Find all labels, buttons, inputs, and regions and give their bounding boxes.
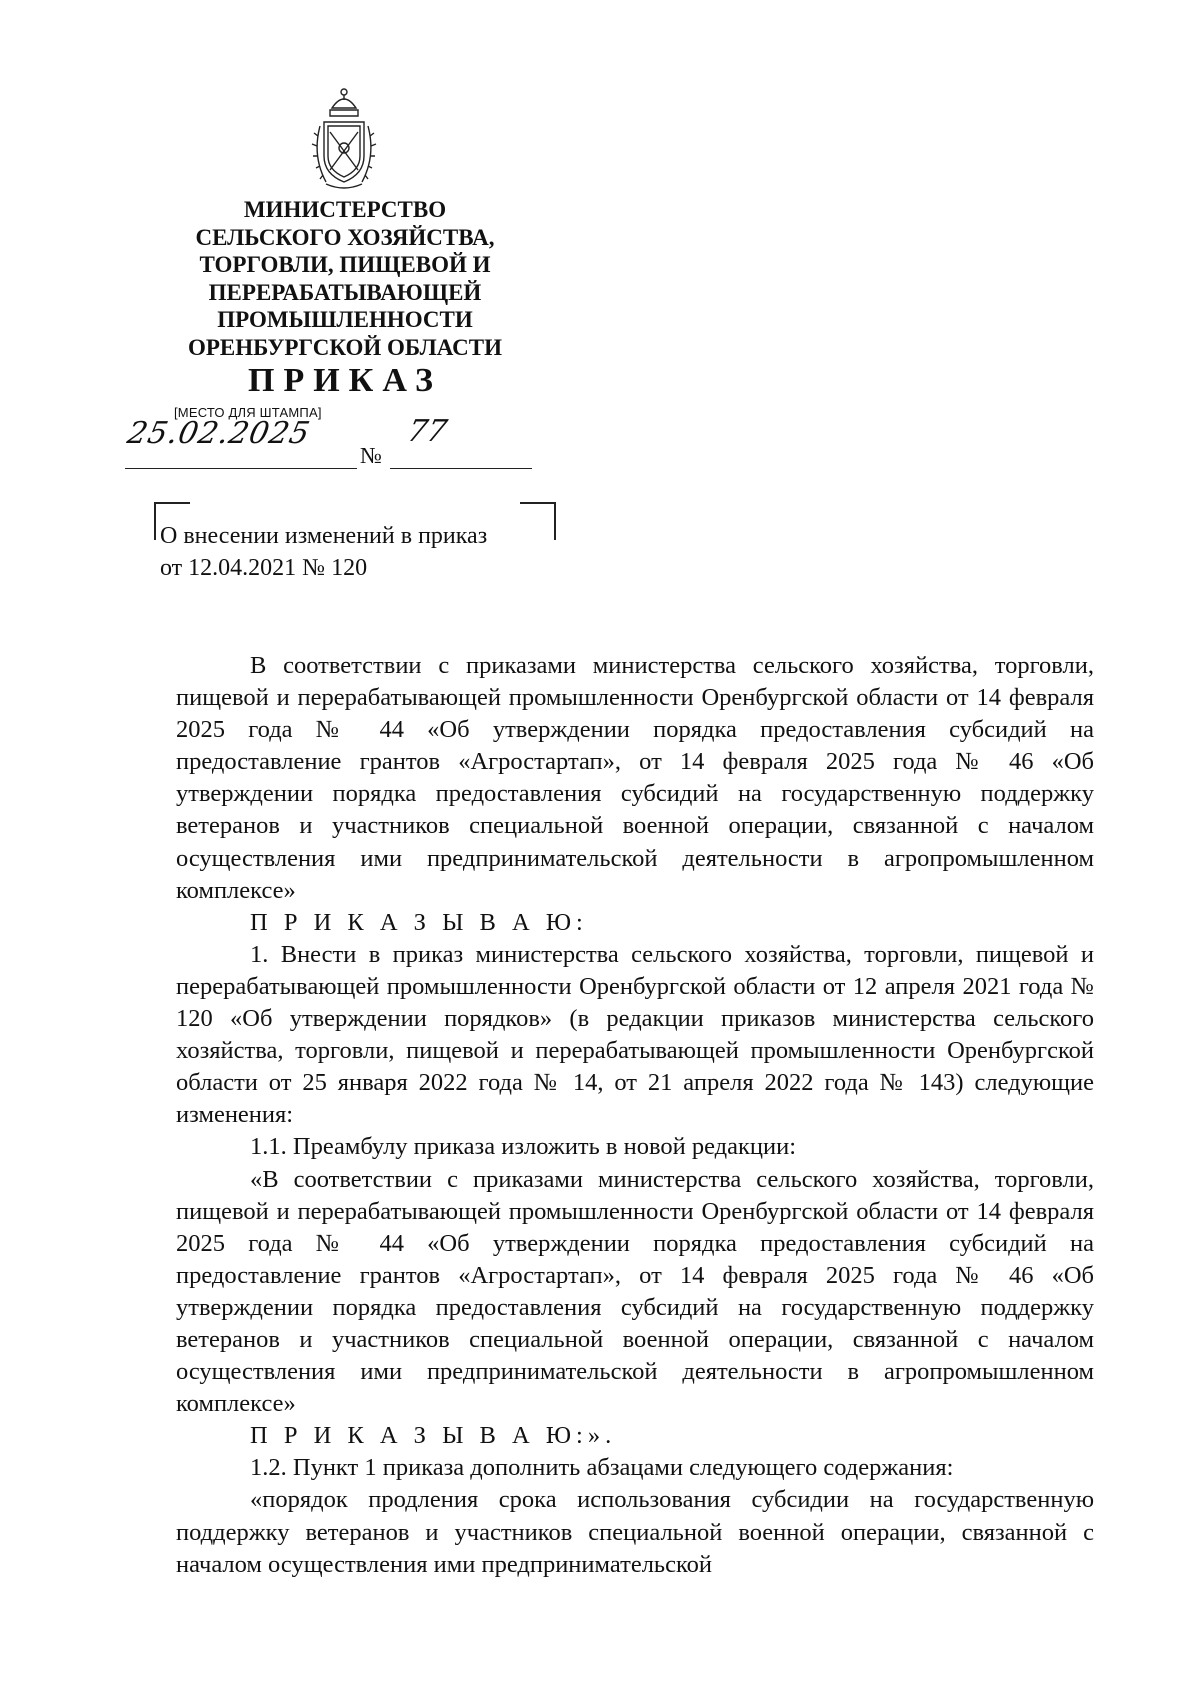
item-1-1-paragraph: 1.1. Преамбулу приказа изложить в новой редакции: [250,1133,797,1161]
subject-line: О внесении изменений в приказ [160,523,488,549]
coat-of-arms-emblem [308,86,380,194]
document-subject [160,520,487,584]
handwritten-date: 25.02.2025 [124,416,314,451]
document-type-title: ПРИКАЗ [248,362,442,399]
ministry-line: СЕЛЬСКОГО ХОЗЯЙСТВА, [195,224,495,250]
addition-paragraph: «порядок продления срока использования субсидии на государственную поддержку ветеранов и участников специальной военной операции, связанной с началом осуществления ими предпринимательской [176,1486,1094,1578]
item-1-paragraph: 1. Внести в приказ министерства сельского хозяйства, торговли, пищевой и перерабатывающей промышленности Оренбургской области от 12 апреля 2021 года № 120 «Об утверждении порядков» (в редакции приказов министерства сельского хозяйства, торговли, пищевой и перерабатывающей промышленности Оренбургской области от 25 января 2022 года № 14, от 21 апреля 2022 года № 143) следующие изменения: [176,940,1094,1129]
subject-bracket-right [520,502,556,540]
item-1-2-paragraph: 1.2. Пункт 1 приказа дополнить абзацами следующего содержания: [250,1454,954,1482]
document-body [176,650,1094,1581]
order-keyword: П Р И К А З Ы В А Ю: [250,908,588,936]
ministry-line: ПЕРЕРАБАТЫВАЮЩЕЙ [208,279,482,305]
ministry-line: ПРОМЫШЛЕННОСТИ [217,307,473,332]
ministry-line: МИНИСТЕРСТВО [243,197,447,222]
order-keyword-quoted: П Р И К А З Ы В А Ю:». [250,1422,617,1450]
preamble-paragraph: В соответствии с приказами министерства сельского хозяйства, торговли, пищевой и перерабатывающей промышленности Оренбургской области от 14 февраля 2025 года № 44 «Об утверждении порядка предоставления субсидий на предоставление грантов «Агростартап», от 14 февраля 2025 года № 46 «Об утверждении порядка предоставления субсидий на государственную поддержку ветеранов и участников специальной военной операции, связанной с началом осуществления ими предпринимательской деятельности в агропромышленном комплексе» [176,652,1094,904]
stamp-placeholder: [МЕСТО ДЛЯ ШТАМПА] [174,405,322,420]
handwritten-number: 77 [404,414,450,449]
new-preamble-paragraph: «В соответствии с приказами министерства сельского хозяйства, торговли, пищевой и перерабатывающей промышленности Оренбургской области от 14 февраля 2025 года № 44 «Об утверждении порядка предоставления субсидий на предоставление грантов «Агростартап», от 14 февраля 2025 года № 46 «Об утверждении порядка предоставления субсидий на государственную поддержку ветеранов и участников специальной военной операции, связанной с началом осуществления ими предпринимательской деятельности в агропромышленном комплексе» [176,1165,1094,1418]
ministry-name [170,196,520,361]
number-sign: № [360,443,382,468]
subject-line: от 12.04.2021 № 120 [160,555,368,581]
ministry-line: ОРЕНБУРГСКОЙ ОБЛАСТИ [187,334,503,360]
ministry-line: ТОРГОВЛИ, ПИЩЕВОЙ И [199,252,491,277]
